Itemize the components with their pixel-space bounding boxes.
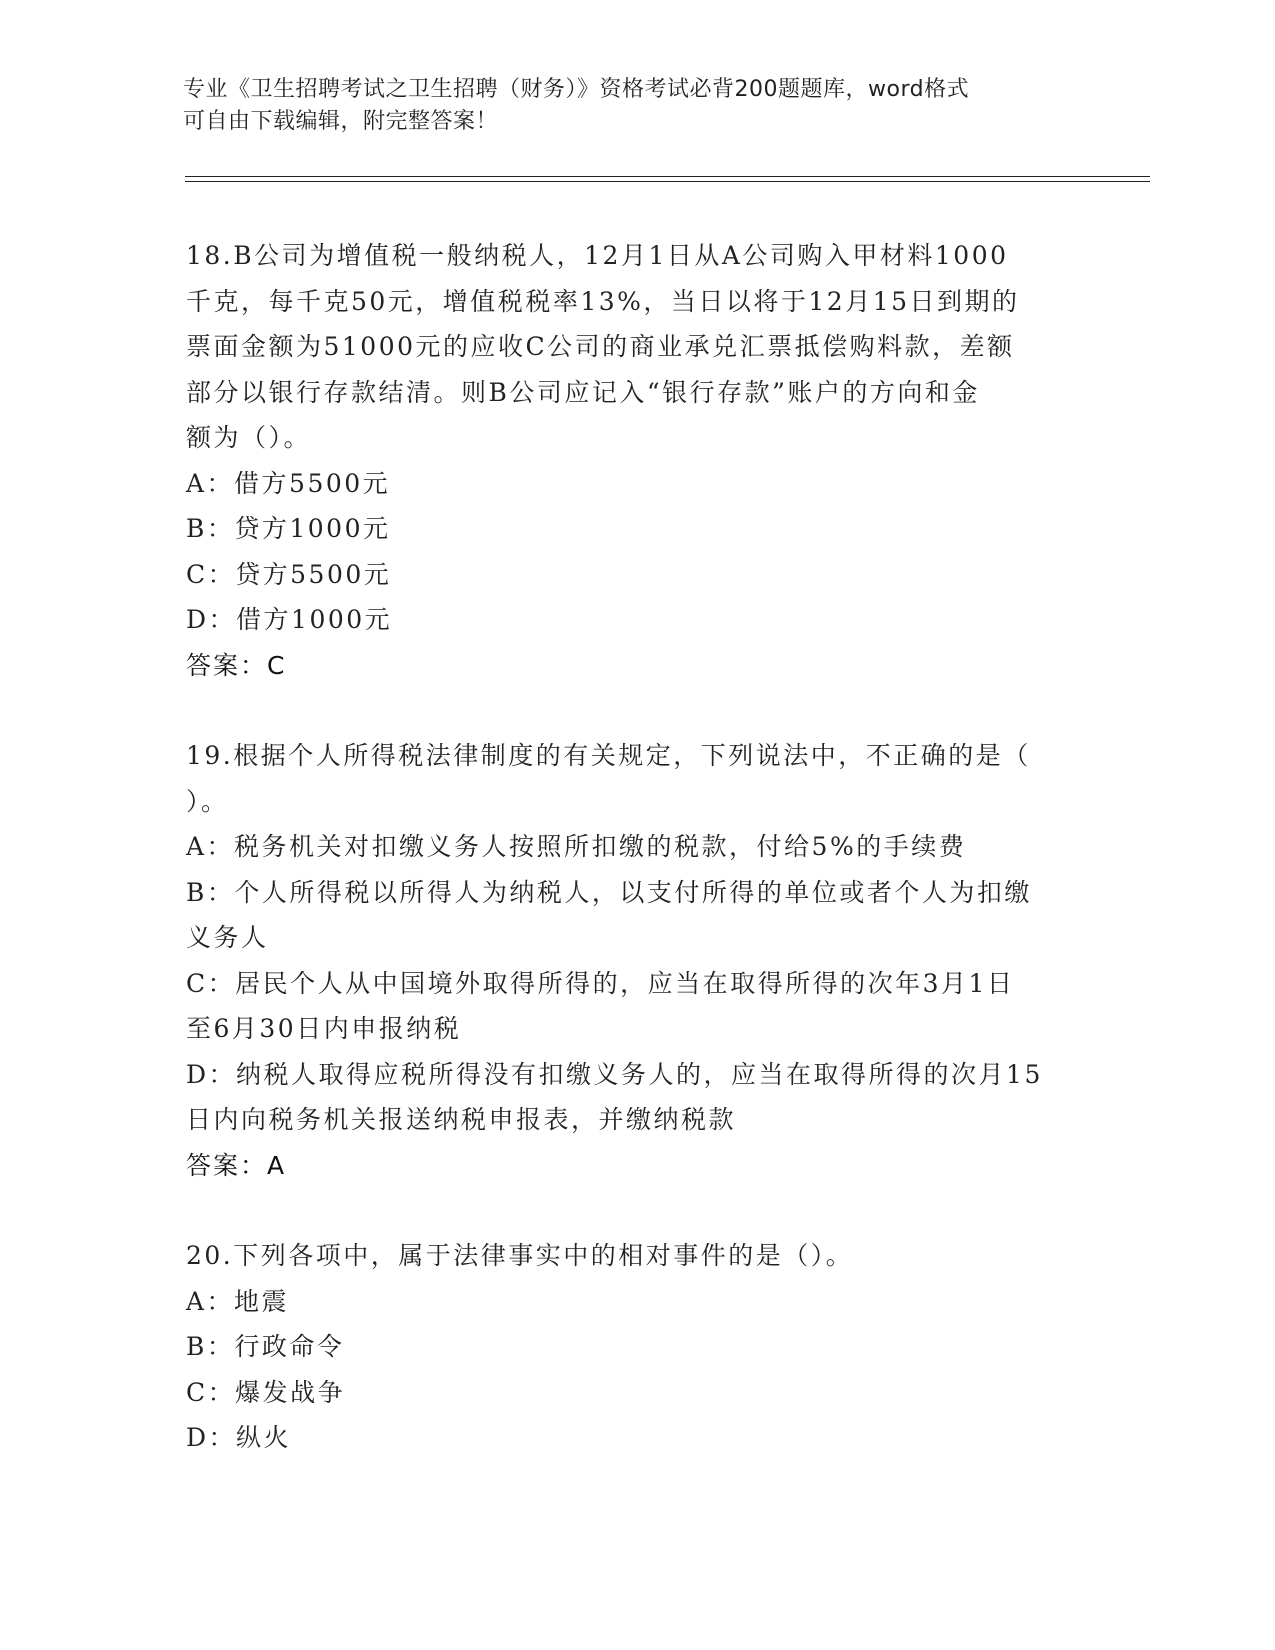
option-d: D：纵火 (186, 1423, 292, 1452)
option-a: A：税务机关对扣缴义务人按照所扣缴的税款，付给5%的手续费 (186, 832, 967, 861)
option-d: D：纳税人取得应税所得没有扣缴义务人的，应当在取得所得的次月15 (186, 1059, 1043, 1089)
question-text-line: 20.下列各项中，属于法律事实中的相对事件的是（）。 (186, 1241, 854, 1270)
question-20 (186, 1233, 1086, 1461)
question-text-line: 19.根据个人所得税法律制度的有关规定，下列说法中，不正确的是（ (186, 741, 1031, 770)
option-d-continued: 日内向税务机关报送纳税申报表，并缴纳税款 (186, 1105, 737, 1134)
option-b: B：贷方1000元 (186, 514, 391, 543)
question-18 (186, 233, 1086, 688)
question-text-line: 额为（）。 (186, 423, 312, 452)
question-text-line: ）。 (186, 786, 229, 816)
header-line-2: 可自由下载编辑，附完整答案！ (183, 109, 499, 134)
header-line-1: 专业《卫生招聘考试之卫生招聘（财务）》资格考试必背200题题库，word格式 (183, 77, 970, 102)
question-19 (186, 733, 1086, 1188)
question-text-line: 千克，每千克50元，增值税税率13%，当日以将于12月15日到期的 (186, 286, 1020, 316)
option-c: C：贷方5500元 (186, 559, 392, 589)
question-text-line: 部分以银行存款结清。则B公司应记入“银行存款”账户的方向和金 (186, 377, 980, 407)
answer: 答案：A (186, 1150, 287, 1180)
option-c-continued: 至6月30日内申报纳税 (186, 1014, 462, 1043)
answer: 答案：C (186, 650, 287, 680)
header-divider-bottom (185, 181, 1150, 182)
option-b: B：行政命令 (186, 1332, 345, 1361)
option-d: D：借方1000元 (186, 605, 393, 634)
option-a: A：地震 (186, 1286, 290, 1316)
option-a: A：借方5500元 (186, 468, 391, 498)
option-b: B：个人所得税以所得人为纳税人，以支付所得的单位或者个人为扣缴 (186, 877, 1032, 907)
option-c: C：爆发战争 (186, 1377, 346, 1407)
document-header (183, 74, 1063, 138)
option-b-continued: 义务人 (186, 923, 269, 952)
question-text-line: 票面金额为51000元的应收C公司的商业承兑汇票抵偿购料款，差额 (186, 332, 1015, 361)
header-divider-top (185, 176, 1150, 177)
option-c: C：居民个人从中国境外取得所得的，应当在取得所得的次年3月1日 (186, 968, 1015, 998)
question-text-line: 18.B公司为增值税一般纳税人，12月1日从A公司购入甲材料1000 (186, 241, 1009, 270)
